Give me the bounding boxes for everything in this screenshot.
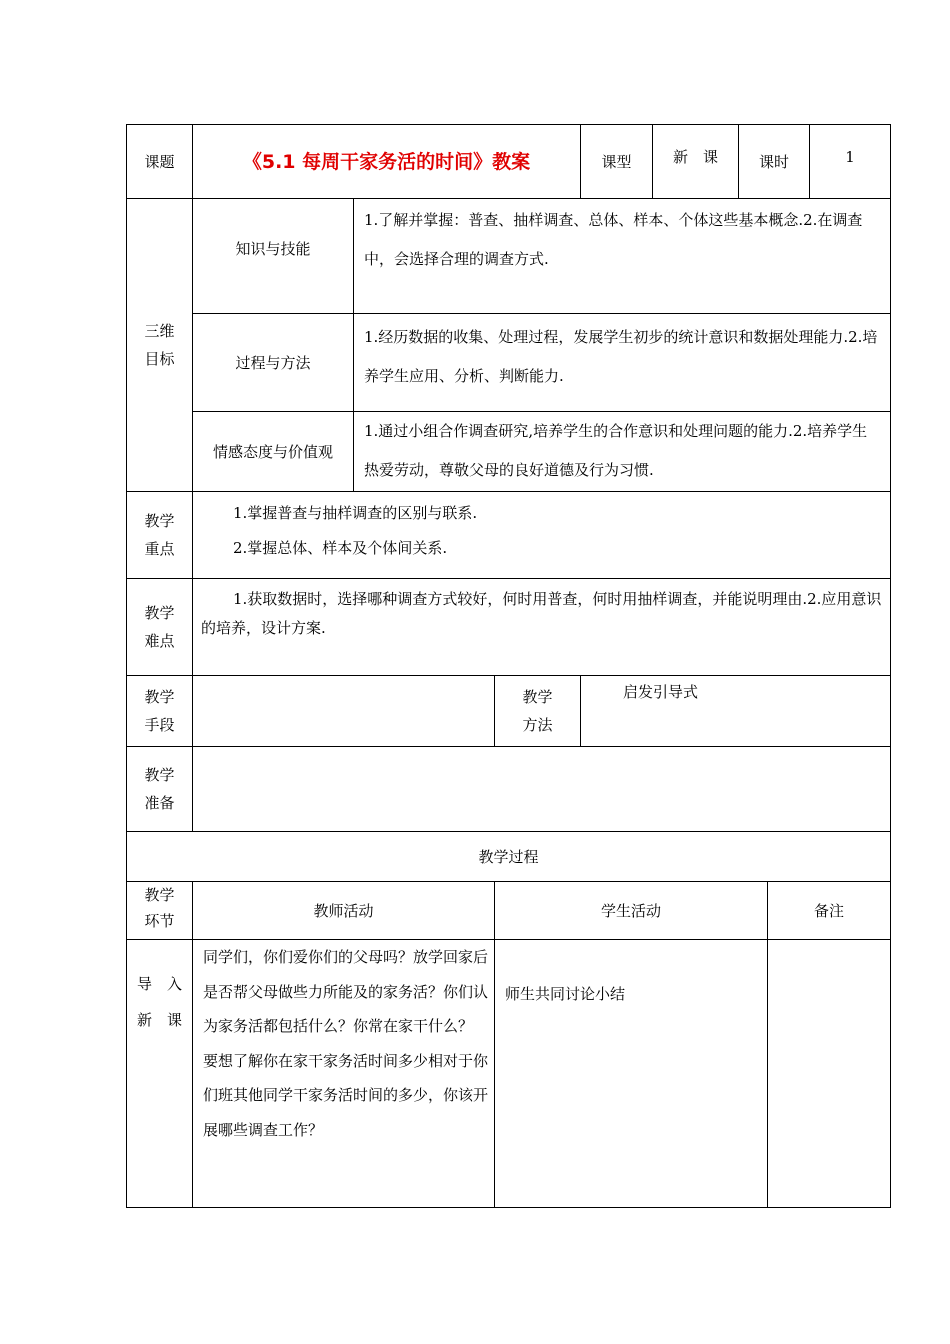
means-label: 教学 手段 bbox=[144, 688, 175, 734]
method-label: 教学 方法 bbox=[522, 688, 553, 734]
row1-student: 师生共同讨论小结 bbox=[505, 985, 626, 1003]
type-label: 课型 bbox=[601, 152, 632, 171]
goal-row-1-text-cell bbox=[353, 198, 891, 314]
title-cell bbox=[192, 124, 581, 199]
col-student-cell bbox=[494, 881, 768, 940]
goal-row-1-label-cell bbox=[192, 198, 354, 314]
type-value: 新 课 bbox=[672, 148, 718, 166]
method-value: 启发引导式 bbox=[623, 683, 699, 701]
period-label: 课时 bbox=[758, 152, 789, 171]
row1-teacher-cell bbox=[192, 939, 495, 1208]
type-label-cell bbox=[580, 124, 653, 199]
col-student: 学生活动 bbox=[600, 901, 661, 920]
key-point-2: 2.掌握总体、样本及个体间关系. bbox=[233, 539, 448, 557]
goal-row-1-text: 1.了解并掌握：普查、抽样调查、总体、样本、个体这些基本概念.2.在调查中，会选择合理的调查方式. bbox=[364, 211, 863, 268]
goal-row-3-text: 1.通过小组合作调查研究,培养学生的合作意识和处理问题的能力.2.培养学生热爱劳动，尊敬父母的良好道德及行为习惯. bbox=[364, 422, 868, 479]
col-stage-cell bbox=[126, 881, 193, 940]
prep-value-cell bbox=[192, 746, 891, 832]
row1-notes-cell bbox=[767, 939, 891, 1208]
period-value-cell bbox=[809, 124, 891, 199]
goal-row-1-label: 知识与技能 bbox=[235, 240, 311, 258]
means-label-cell bbox=[126, 675, 193, 747]
goal-row-3-text-cell bbox=[353, 411, 891, 492]
type-value-cell bbox=[652, 124, 739, 199]
row1-teacher: 同学们，你们爱你们的父母吗？放学回家后是否帮父母做些力所能及的家务活？你们认为家务活都包括什么？你常在家干什么？ 要想了解你在家干家务活时间多少相对于你们班其他同学干家务活时间的多少，你该开展哪些调查工作？ bbox=[203, 948, 489, 1139]
process-heading-cell bbox=[126, 831, 891, 882]
period-label-cell bbox=[738, 124, 810, 199]
goal-row-3-label-cell bbox=[192, 411, 354, 492]
period-value: 1 bbox=[845, 148, 855, 166]
goal-row-2-text: 1.经历数据的收集、处理过程，发展学生初步的统计意识和数据处理能力.2.培养学生应用、分析、判断能力. bbox=[364, 328, 878, 385]
key-point-1: 1.掌握普查与抽样调查的区别与联系. bbox=[233, 504, 478, 522]
goals-label-cell bbox=[126, 198, 193, 492]
lesson-title: 《5.1 每周干家务活的时间》教案 bbox=[242, 150, 531, 173]
goal-row-2-text-cell bbox=[353, 313, 891, 412]
col-notes: 备注 bbox=[813, 901, 844, 920]
key-points-label: 教学 重点 bbox=[144, 512, 175, 558]
row1-stage: 导 入 新 课 bbox=[136, 975, 182, 1029]
method-value-cell bbox=[580, 675, 891, 747]
topic-label: 课题 bbox=[144, 152, 175, 171]
difficulties-cell bbox=[192, 578, 891, 676]
method-label-cell bbox=[494, 675, 581, 747]
key-points-cell bbox=[192, 491, 891, 579]
goals-label: 三维 目标 bbox=[144, 322, 175, 368]
row1-stage-cell bbox=[126, 939, 193, 1208]
prep-label: 教学 准备 bbox=[144, 766, 175, 812]
col-stage: 教学 环节 bbox=[144, 886, 175, 930]
col-teacher: 教师活动 bbox=[313, 901, 374, 920]
goal-row-3-label: 情感态度与价值观 bbox=[212, 442, 333, 461]
difficulties-label: 教学 难点 bbox=[144, 604, 175, 650]
goal-row-2-label: 过程与方法 bbox=[235, 353, 311, 372]
difficulties-label-cell bbox=[126, 578, 193, 676]
key-points-label-cell bbox=[126, 491, 193, 579]
process-heading: 教学过程 bbox=[478, 847, 539, 866]
goal-row-2-label-cell bbox=[192, 313, 354, 412]
col-teacher-cell bbox=[192, 881, 495, 940]
topic-label-cell bbox=[126, 124, 193, 199]
col-notes-cell bbox=[767, 881, 891, 940]
row1-student-cell bbox=[494, 939, 768, 1208]
difficulties-text: 1.获取数据时，选择哪种调查方式较好，何时用普查，何时用抽样调查，并能说明理由.2.应用意识的培养，设计方案. bbox=[201, 590, 882, 637]
prep-label-cell bbox=[126, 746, 193, 832]
means-value-cell bbox=[192, 675, 495, 747]
